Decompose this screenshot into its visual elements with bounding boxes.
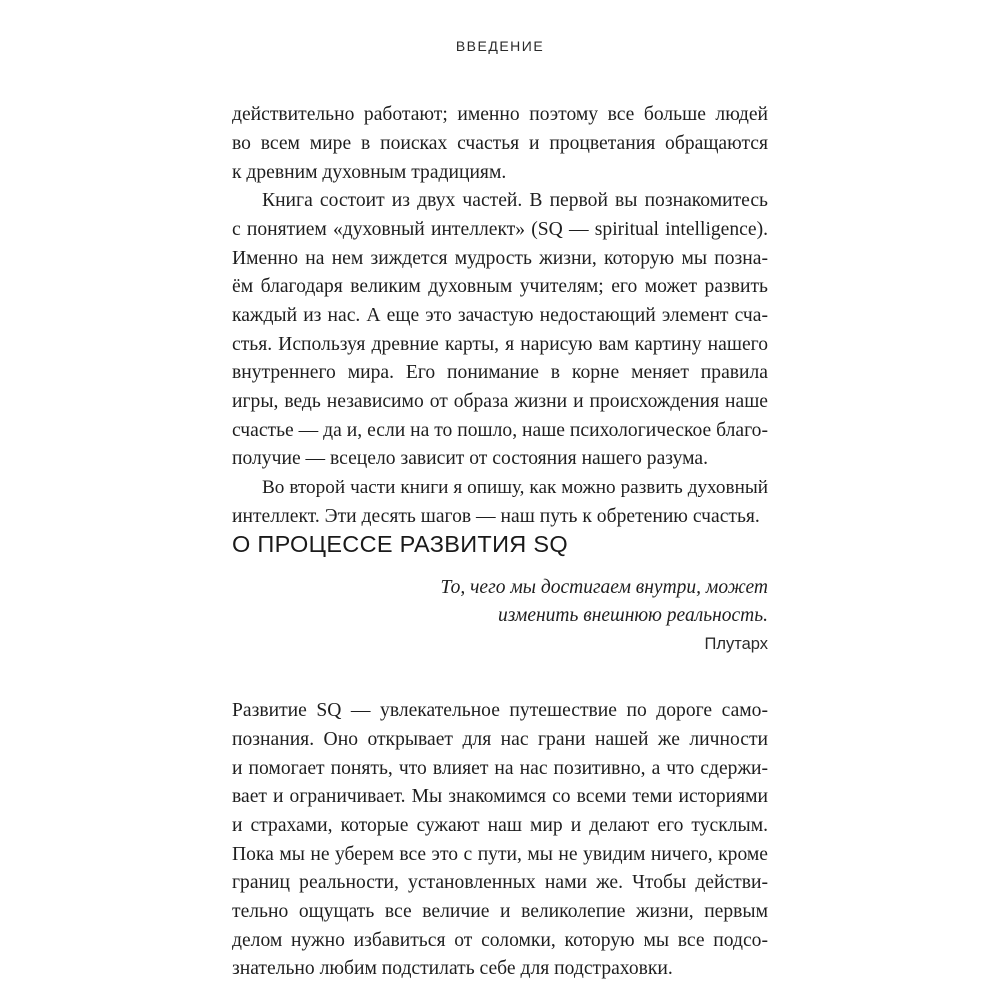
intro-line: к древним духовным традициям. xyxy=(232,162,507,183)
intro-line: Книга состоит из двух частей. В первой вы познакомитесь xyxy=(262,190,768,211)
intro-line: стья. Используя древние карты, я нарисую вам картину нашего xyxy=(232,334,768,355)
intro-line: игры, ведь независимо от образа жизни и происхождения наше xyxy=(232,391,768,412)
intro-line: ём благодаря великим духовным учителям; его может развить xyxy=(232,276,768,297)
body-line: и помогает понять, что влияет на нас позитивно, а что сдержи- xyxy=(232,758,768,779)
intro-line: Во второй части книги я опишу, как можно развить духовный xyxy=(262,477,768,498)
body-line: границ реальности, установленных нами же. Чтобы действи- xyxy=(232,872,768,893)
epigraph-author: Плутарх xyxy=(704,635,768,653)
body-line: и страхами, которые сужают наш мир и делают его тусклым. xyxy=(232,815,768,836)
epigraph-line: То, чего мы достигаем внутри, может xyxy=(440,577,768,598)
epigraph-line: изменить внешнюю реальность. xyxy=(498,605,768,626)
intro-line: интеллект. Эти десять шагов — наш путь к обретению счастья. xyxy=(232,506,760,527)
section-heading: О ПРОЦЕССЕ РАЗВИТИЯ SQ xyxy=(232,531,568,557)
body-line: делом нужно избавиться от соломки, которую мы все подсо- xyxy=(232,930,768,951)
body-line: Развитие SQ — увлекательное путешествие по дороге само- xyxy=(232,700,768,721)
intro-line: получие — всецело зависит от состояния нашего разума. xyxy=(232,448,708,469)
running-head: ВВЕДЕНИЕ xyxy=(455,38,545,54)
intro-line: счастье — да и, если на то пошло, наше психологическое благо- xyxy=(232,420,768,441)
intro-line: каждый из нас. А еще это зачастую недостающий элемент сча- xyxy=(232,305,768,326)
intro-line: действительно работают; именно поэтому все больше людей xyxy=(232,104,768,125)
body-line: познания. Оно открывает для нас грани нашей же личности xyxy=(232,729,768,750)
body-line: Пока мы не уберем все это с пути, мы не увидим ничего, кроме xyxy=(232,844,768,865)
body-line: вает и ограничивает. Мы знакомимся со всеми теми историями xyxy=(232,786,768,807)
intro-line: с понятием «духовный интеллект» (SQ — spiritual intelligence). xyxy=(232,219,768,240)
intro-line: Именно на нем зиждется мудрость жизни, которую мы позна- xyxy=(232,248,768,269)
intro-line: внутреннего мира. Его понимание в корне меняет правила xyxy=(232,362,768,383)
intro-line: во всем мире в поисках счастья и процветания обращаются xyxy=(232,133,768,154)
body-line: знательно любим подстилать себе для подстраховки. xyxy=(232,958,673,979)
body-line: тельно ощущать все величие и великолепие жизни, первым xyxy=(232,901,768,922)
